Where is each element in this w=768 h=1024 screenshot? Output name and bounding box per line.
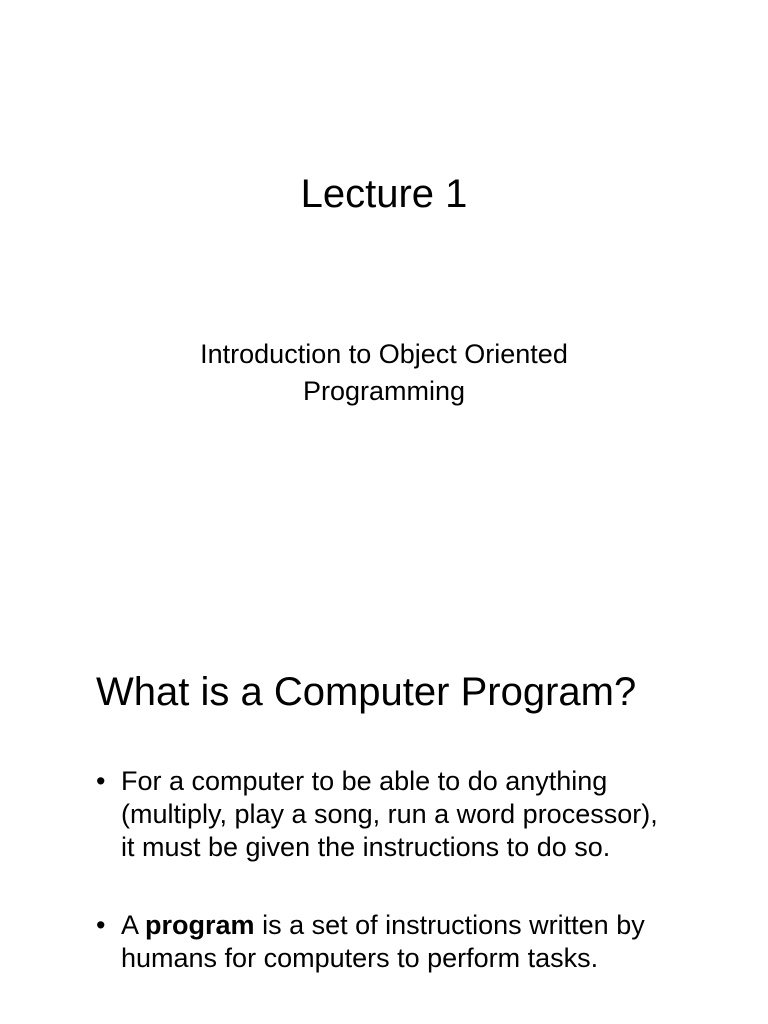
bullet-1-line-3: it must be given the instructions to do so. [121,832,611,862]
bullet-2-line-1 [121,909,696,942]
bullet-2-prefix: A [121,910,146,940]
slide-1-subtitle [0,336,768,410]
subtitle-line-2: Programming [302,376,466,406]
subtitle-line-1: Introduction to Object Oriented [200,339,568,369]
slide-2 [0,512,768,1024]
bullet-1-line-2: (multiply, play a song, run a word processor), [121,799,658,829]
bullet-item-1 [96,765,696,864]
bullet-list [96,765,696,1020]
program-term: program [145,910,255,940]
slide-2-title: What is a Computer Program? [96,670,637,714]
bullet-dot-icon: • [96,910,106,940]
bullet-dot-icon: • [96,766,106,796]
bullet-2-line-1-rest: is a set of instructions written by [254,910,645,940]
bullet-1-line-1: For a computer to be able to do anything [121,766,608,796]
slide-1-title: Lecture 1 [300,172,468,216]
bullet-item-2 [96,909,696,975]
bullet-2-line-2: humans for computers to perform tasks. [121,943,599,973]
